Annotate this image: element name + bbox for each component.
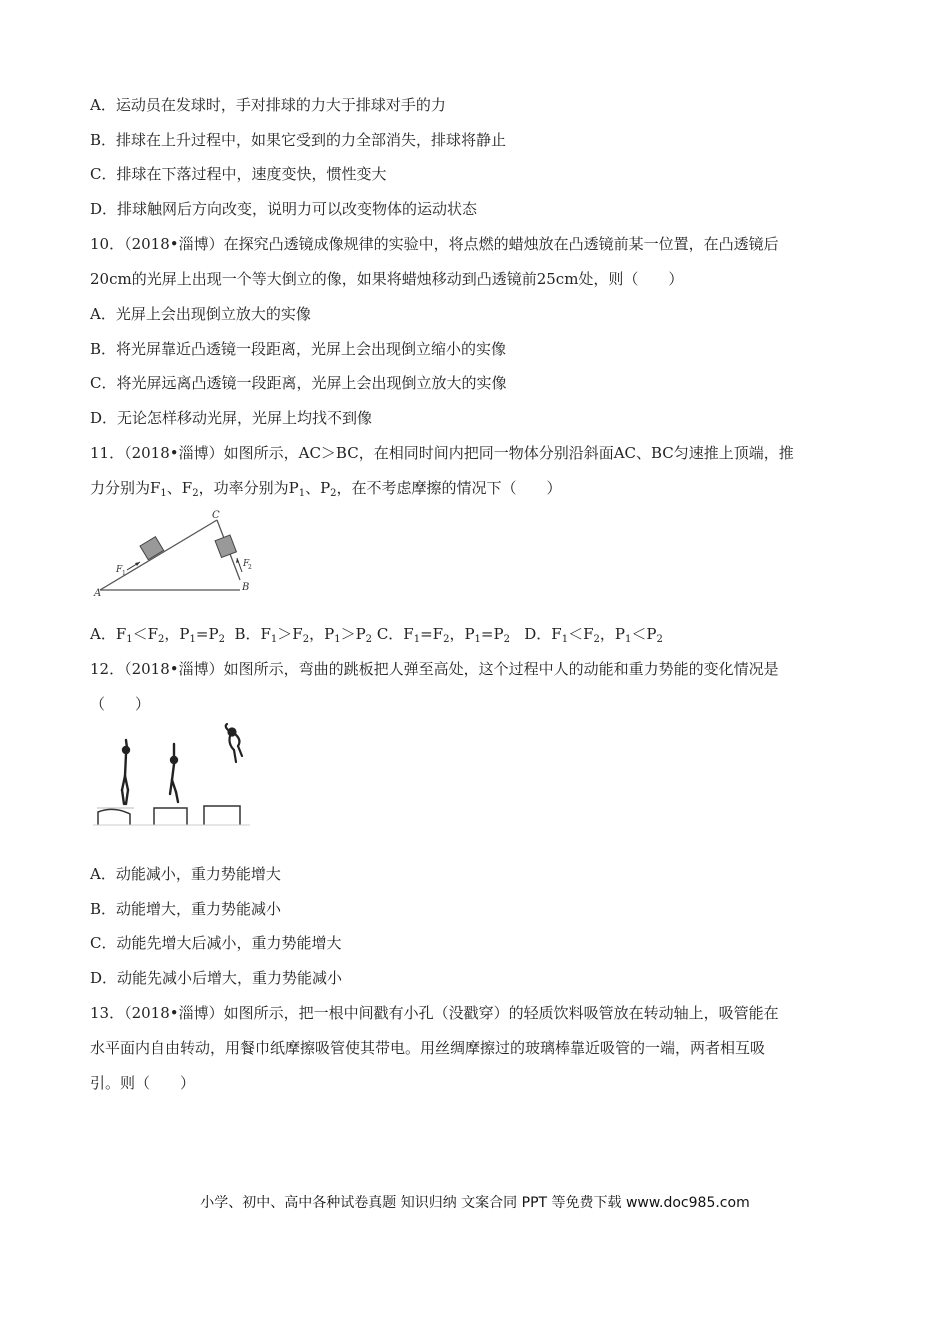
q10-option-d: D．无论怎样移动光屏，光屏上均找不到像: [90, 409, 373, 427]
q12-option-b: B．动能增大，重力势能减小: [90, 900, 282, 918]
q12-stem-line1: 12．（2018•淄博）如图所示，弯曲的跳板把人弹至高处，这个过程中人的动能和重力势能的变化情况是: [90, 660, 779, 678]
q12-stem-line2: （ ）: [90, 695, 151, 713]
q12-option-d: D．动能先减小后增大，重力势能减小: [90, 969, 343, 987]
q9-option-d: D．排球触网后方向改变，说明力可以改变物体的运动状态: [90, 200, 478, 218]
q11-stem-line1: 11．（2018•淄博）如图所示，AC＞BC，在相同时间内把同一物体分别沿斜面AC、BC匀速推上顶端，推: [90, 444, 794, 462]
q10-option-c: C．将光屏远离凸透镜一段距离，光屏上会出现倒立放大的实像: [90, 374, 507, 392]
q11-stem-line2: 力分别为$F_1$、$F_2$，功率分别为$P_1$、$P_2$，在不考虑摩擦的情况下（ ）: [90, 479, 562, 499]
incline-figure: [92, 508, 252, 600]
q11-options: A．$F_1<F_2$，$P_1=P_2$ B．$F_1>F_2$，$P_1>P_2$ C．$F_1=F_2$，$P_1=P_2$ D．$F_1<F_2$，$P_1<P_2$: [90, 625, 663, 645]
q13-stem-line1: 13．（2018•淄博）如图所示，把一根中间戳有小孔（没戳穿）的轻质饮料吸管放在转动轴上，吸管能在: [90, 1004, 779, 1022]
label-f1: F: [116, 565, 123, 575]
q10-stem-line1: 10．（2018•淄博）在探究凸透镜成像规律的实验中，将点燃的蜡烛放在凸透镜前某一位置，在凸透镜后: [90, 235, 779, 253]
q12-option-c: C．动能先增大后减小，重力势能增大: [90, 934, 342, 952]
q12-option-a: A．动能减小，重力势能增大: [90, 865, 281, 883]
q9-option-c: C．排球在下落过程中，速度变快，惯性变大: [90, 165, 387, 183]
label-a: A: [94, 588, 102, 599]
q10-option-b: B．将光屏靠近凸透镜一段距离，光屏上会出现倒立缩小的实像: [90, 340, 507, 358]
label-b: B: [242, 582, 250, 593]
label-f2: F: [243, 559, 250, 569]
label-f2-sub: 2: [248, 564, 252, 571]
q9-option-a: A．运动员在发球时，手对排球的力大于排球对手的力: [90, 96, 446, 114]
q13-stem-line2: 水平面内自由转动，用餐巾纸摩擦吸管使其带电。用丝绸摩擦过的玻璃棒靠近吸管的一端，两者相互吸: [90, 1039, 766, 1057]
q10-stem-line2: 20cm的光屏上出现一个等大倒立的像，如果将蜡烛移动到凸透镜前25cm处，则（ ）: [90, 270, 684, 288]
label-f1-sub: 1: [122, 570, 126, 577]
label-c: C: [212, 510, 220, 521]
q13-stem-line3: 引。则（ ）: [90, 1074, 196, 1092]
page-footer: 小学、初中、高中各种试卷真题 知识归纳 文案合同 PPT 等免费下载 www.doc985.com: [200, 1195, 750, 1211]
q9-option-b: B．排球在上升过程中，如果它受到的力全部消失，排球将静止: [90, 131, 507, 149]
diving-board-figure: [92, 720, 252, 830]
q10-option-a: A．光屏上会出现倒立放大的实像: [90, 305, 311, 323]
